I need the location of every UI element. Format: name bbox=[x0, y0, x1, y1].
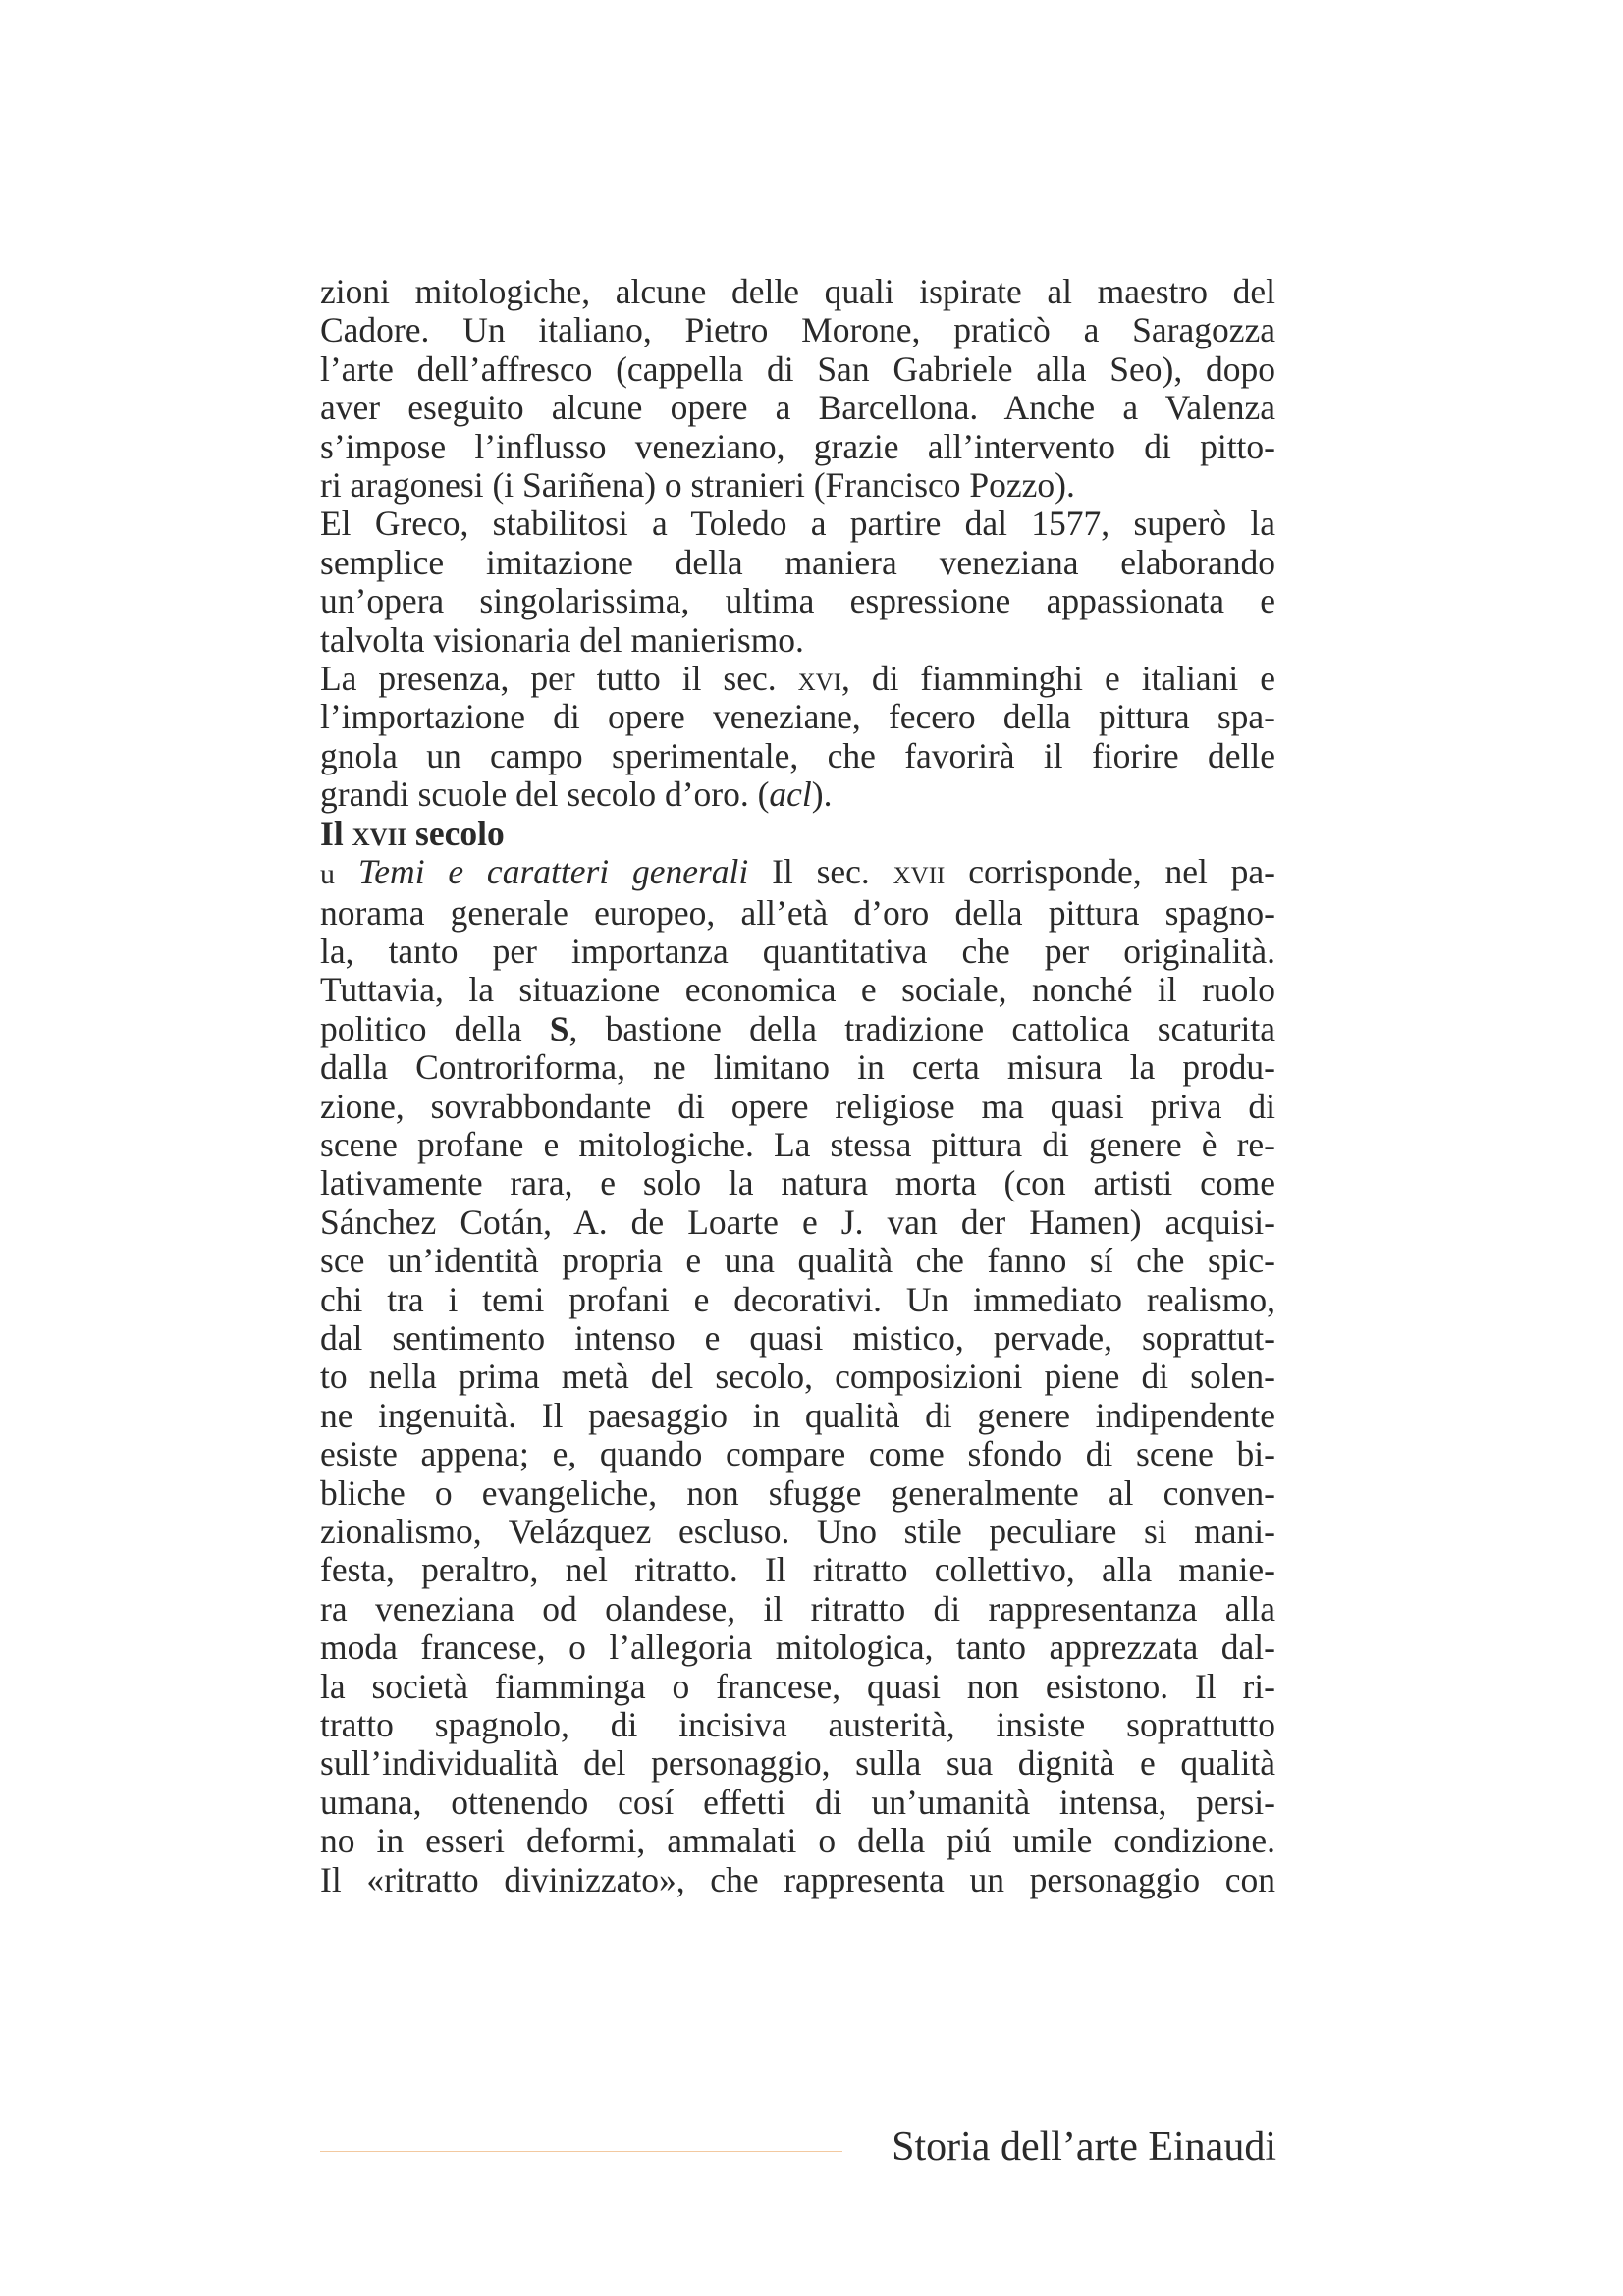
text-line: semplice imitazione della maniera veneziana elaborando bbox=[320, 542, 1275, 582]
text-line: l’arte dell’affresco (cappella di San Gabriele alla Seo), dopo bbox=[320, 348, 1275, 389]
text-line: aver eseguito alcune opere a Barcellona. Anche a Valenza bbox=[320, 388, 1275, 428]
text-segment: La presenza, per tutto il sec. bbox=[320, 659, 798, 699]
century-small-caps: xvi bbox=[797, 659, 841, 699]
text-line: to nella prima metà del secolo, composizioni piene di solen- bbox=[320, 1357, 1275, 1397]
text-line: s’impose l’influsso veneziano, grazie all’intervento di pitto- bbox=[320, 426, 1275, 466]
text-line bbox=[320, 775, 1275, 814]
section-body bbox=[320, 853, 1275, 1899]
text-line: festa, peraltro, nel ritratto. Il ritratto collettivo, alla manie- bbox=[320, 1550, 1275, 1590]
text-line: la società fiamminga o francese, quasi non esistono. Il ri- bbox=[320, 1666, 1275, 1706]
footer-title: Storia dell’arte Einaudi bbox=[892, 2124, 1276, 2169]
text-line: chi tra i temi profani e decorativi. Un immediato realismo, bbox=[320, 1279, 1275, 1319]
text-line: Tuttavia, la situazione economica e sociale, nonché il ruolo bbox=[320, 970, 1275, 1010]
text-segment: corrisponde, nel pa- bbox=[945, 852, 1275, 892]
section-heading bbox=[320, 815, 1275, 853]
paragraph-2 bbox=[320, 505, 1275, 660]
text-line: sull’individualità del personaggio, sulla sua dignità e qualità bbox=[320, 1743, 1275, 1784]
text-line: zioni mitologiche, alcune delle quali ispirate al maestro del bbox=[320, 272, 1275, 311]
text-line: l’importazione di opere veneziane, fecero della pittura spa- bbox=[320, 697, 1275, 737]
text-line: un’opera singolarissima, ultima espressione appassionata e bbox=[320, 581, 1275, 621]
text-line: ra veneziana od olandese, il ritratto di rappresentanza alla bbox=[320, 1588, 1275, 1629]
text-line: zionalismo, Velázquez escluso. Uno stile peculiare si mani- bbox=[320, 1512, 1275, 1551]
text-line: tratto spagnolo, di incisiva austerità, insiste soprattutto bbox=[320, 1705, 1275, 1745]
author-initials: acl bbox=[769, 774, 812, 815]
subsection-title: Temi e caratteri generali bbox=[357, 852, 749, 892]
body-text bbox=[320, 273, 1275, 1899]
text-line bbox=[320, 853, 1275, 893]
century-small-caps: xvii bbox=[893, 852, 946, 892]
text-line: zione, sovrabbondante di opere religiose ma quasi priva di bbox=[320, 1086, 1275, 1126]
text-line: dal sentimento intenso e quasi mistico, pervade, soprattut- bbox=[320, 1317, 1275, 1358]
text-line: umana, ottenendo cosí effetti di un’umanità intensa, persi- bbox=[320, 1782, 1275, 1822]
text-line: gnola un campo sperimentale, che favorirà il fiorire delle bbox=[320, 735, 1275, 775]
text-segment: politico della bbox=[320, 1008, 550, 1048]
text-segment: , bastione della tradizione cattolica scaturita bbox=[568, 1008, 1275, 1048]
text-segment: Il sec. bbox=[748, 852, 893, 892]
text-line: Sánchez Cotán, A. de Loarte e J. van der Hamen) acquisi- bbox=[320, 1201, 1275, 1242]
text-line: Cadore. Un italiano, Pietro Morone, praticò a Saragozza bbox=[320, 310, 1275, 350]
text-line: lativamente rara, e solo la natura morta (con artisti come bbox=[320, 1163, 1275, 1203]
heading-century: xvii bbox=[352, 813, 407, 853]
text-line: esiste appena; e, quando compare come sfondo di scene bi- bbox=[320, 1434, 1275, 1474]
text-line: ne ingenuità. Il paesaggio in qualità di genere indipendente bbox=[320, 1395, 1275, 1435]
paragraph-1 bbox=[320, 273, 1275, 505]
text-line: talvolta visionaria del manierismo. bbox=[320, 619, 804, 660]
footer-rule bbox=[320, 2151, 842, 2152]
text-line bbox=[320, 660, 1275, 698]
bullet-icon: u bbox=[320, 858, 335, 891]
text-segment: ). bbox=[811, 774, 833, 815]
text-line: ri aragonesi (i Sariñena) o stranieri (Francisco Pozzo). bbox=[320, 465, 1075, 506]
cross-reference: S bbox=[549, 1008, 569, 1048]
text-line: dalla Controriforma, ne limitano in certa misura la produ- bbox=[320, 1047, 1275, 1088]
text-line: Il «ritratto divinizzato», che rappresenta un personaggio con bbox=[320, 1859, 1275, 1899]
text-line bbox=[320, 1010, 1275, 1048]
text-line: moda francese, o l’allegoria mitologica, tanto apprezzata dal- bbox=[320, 1628, 1275, 1668]
paragraph-3 bbox=[320, 660, 1275, 815]
text-segment: grandi scuole del secolo d’oro. ( bbox=[320, 774, 770, 815]
text-line: bliche o evangeliche, non sfugge generalmente al conven- bbox=[320, 1472, 1275, 1513]
heading-text: secolo bbox=[406, 813, 505, 853]
text-line: norama generale europeo, all’età d’oro della pittura spagno- bbox=[320, 892, 1275, 933]
text-line: sce un’identità propria e una qualità che fanno sí che spic- bbox=[320, 1241, 1275, 1281]
text-segment: , di fiamminghi e italiani e bbox=[841, 659, 1275, 699]
heading-text: Il bbox=[320, 813, 352, 853]
text-line: scene profane e mitologiche. La stessa pittura di genere è re- bbox=[320, 1124, 1275, 1164]
text-line: la, tanto per importanza quantitativa che per originalità. bbox=[320, 931, 1275, 971]
text-line: El Greco, stabilitosi a Toledo a partire dal 1577, superò la bbox=[320, 504, 1275, 544]
text-line: no in esseri deformi, ammalati o della piú umile condizione. bbox=[320, 1821, 1275, 1861]
